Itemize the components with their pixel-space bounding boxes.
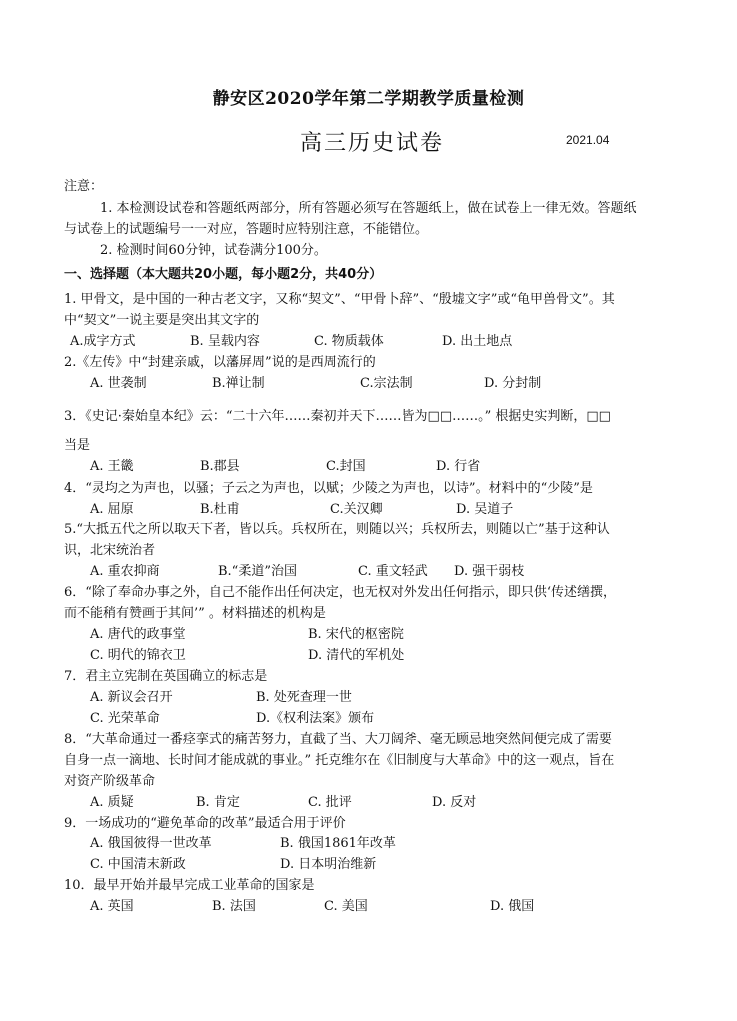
option-d: D.《权利法案》颁布 [256, 711, 375, 726]
option-c: C.关汉卿 [330, 502, 383, 517]
option-b: B. 呈载内容 [190, 334, 260, 349]
exam-date: 2021.04 [566, 133, 610, 147]
option-a: A. 新议会召开 [90, 690, 173, 705]
option-b: B.杜甫 [200, 502, 240, 517]
option-d: D. 反对 [432, 795, 477, 810]
option-c: C. 物质载体 [314, 334, 384, 349]
option-a: A. 重农抑商 [90, 564, 160, 579]
option-b: B. 法国 [212, 899, 256, 914]
option-b: B. 肯定 [196, 795, 240, 810]
question-3-line-2: 当是 [64, 438, 91, 453]
option-b: B. 处死查理一世 [256, 690, 352, 705]
question-5-line-1: 5.“大抵五代之所以取天下者，皆以兵。兵权所在，则随以兴；兵权所去，则随以亡”基于这种认 [64, 522, 610, 537]
option-c: C. 美国 [324, 899, 368, 914]
option-a: A. 王畿 [90, 459, 134, 474]
question-1-line-2: 中“契文”一说主要是突出其文字的 [64, 313, 260, 328]
option-d: D. 清代的军机处 [308, 648, 405, 663]
option-d: D. 行省 [436, 459, 481, 474]
question-1-line-1: 1. 甲骨文，是中国的一种古老文字，又称“契文”、“甲骨卜辞”、“殷墟文字”或“龟甲兽骨文”。其 [64, 292, 615, 307]
option-c: C.封国 [326, 459, 366, 474]
option-a: A. 质疑 [90, 795, 134, 810]
option-a: A. 英国 [90, 899, 134, 914]
option-c: C. 批评 [308, 795, 352, 810]
question-6-line-1: 6．“除了奉命办事之外，自己不能作出任何决定，也无权对外发出任何指示，即只供‘传述缮撰， [64, 585, 617, 600]
notice-item1-line2: 与试卷上的试题编号一一对应，答题时应特别注意，不能错位。 [64, 222, 429, 237]
option-c: C.宗法制 [360, 376, 413, 391]
question-8-line-3: 对资产阶级革命 [64, 774, 156, 789]
option-a: A. 俄国彼得一世改革 [90, 836, 212, 851]
question-10-line-1: 10．最早开始并最早完成工业革命的国家是 [64, 878, 315, 893]
option-d: D. 出土地点 [442, 334, 513, 349]
question-8-line-2: 自身一点一滴地、长时间才能成就的事业。” 托克维尔在《旧制度与大革命》中的这一观点，旨在 [64, 753, 615, 768]
notice-item1-line1: 1. 本检测设试卷和答题纸两部分，所有答题必须写在答题纸上，做在试卷上一律无效。答题纸 [100, 201, 637, 216]
option-b: B.禅让制 [212, 376, 265, 391]
option-d: D. 分封制 [484, 376, 542, 391]
option-b: B.“柔道”治国 [218, 564, 297, 579]
option-d: D. 日本明治维新 [280, 857, 377, 872]
question-7-line-1: 7．君主立宪制在英国确立的标志是 [64, 669, 268, 684]
notice-item2: 2. 检测时间60分钟，试卷满分100分。 [100, 243, 327, 258]
question-3-line-1: 3．《史记·秦始皇本纪》云：“二十六年……秦初并天下……皆为□□……。” 根据史实判断，□□ [64, 409, 611, 424]
exam-subtitle: 高三历史试卷 [300, 131, 445, 156]
question-2-line-1: 2.《左传》中“封建亲戚，以藩屏周”说的是西周流行的 [64, 355, 376, 370]
option-a: A. 屈原 [90, 502, 134, 517]
option-c: C. 光荣革命 [90, 711, 160, 726]
question-4-line-1: 4．“灵均之为声也，以骚；子云之为声也，以赋；少陵之为声也，以诗”。材料中的“少陵”是 [64, 481, 593, 496]
option-a: A.成字方式 [70, 334, 136, 349]
option-b: B. 俄国1861年改革 [280, 836, 396, 851]
option-b: B.郡县 [200, 459, 240, 474]
question-5-line-2: 识，北宋统治者 [64, 543, 156, 558]
option-a: A. 世袭制 [90, 376, 147, 391]
exam-title: 静安区2020学年第二学期教学质量检测 [212, 89, 525, 109]
option-c: C. 中国清末新政 [90, 857, 186, 872]
question-6-line-2: 而不能稍有赞画于其间’” 。材料描述的机构是 [64, 606, 326, 621]
option-d: D. 俄国 [490, 899, 535, 914]
option-d: D. 强干弱枝 [454, 564, 525, 579]
notice-label: 注意： [64, 179, 104, 194]
option-b: B. 宋代的枢密院 [308, 627, 404, 642]
option-d: D. 吴道子 [456, 502, 514, 517]
question-8-line-1: 8．“大革命通过一番痉挛式的痛苦努力，直截了当、大刀阔斧、毫无顾忌地突然间便完成了需要 [64, 732, 612, 747]
option-c: C. 明代的锦衣卫 [90, 648, 186, 663]
option-a: A. 唐代的政事堂 [90, 627, 186, 642]
question-9-line-1: 9．一场成功的“避免革命的改革”最适合用于评价 [64, 816, 346, 831]
section-heading: 一、选择题（本大题共20小题，每小题2分，共40分） [64, 267, 383, 282]
option-c: C. 重文轻武 [358, 564, 428, 579]
